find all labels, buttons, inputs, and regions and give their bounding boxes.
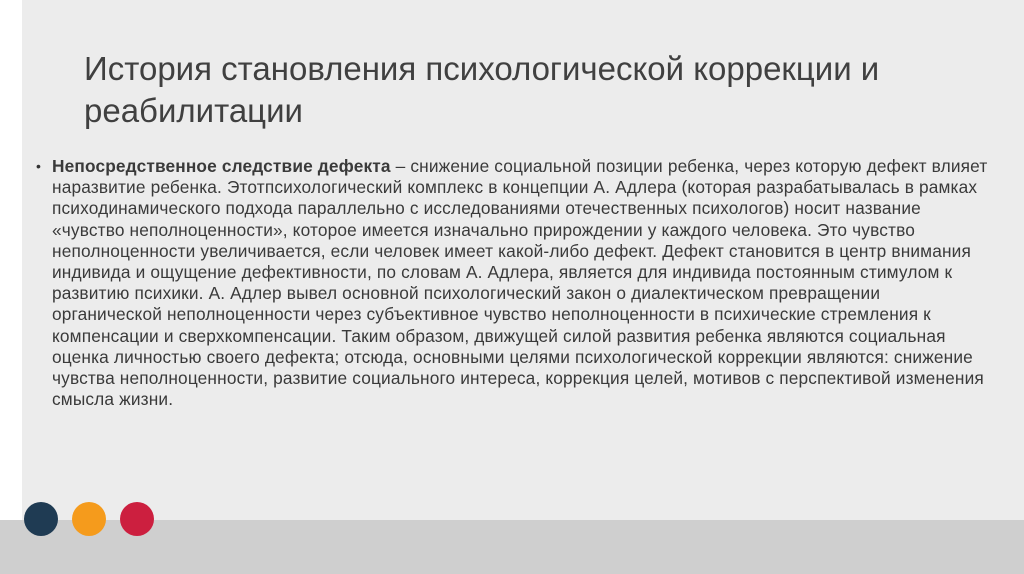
navy-dot xyxy=(24,502,58,536)
paragraph-text: – снижение социальной позиции ребенка, через которую дефект влияет наразвитие ребенка. Этотпсихологический комплекс в концепции А. Адлера (которая разрабатывалась в рамках психодинамического подхода параллельно с исследованиями отечественных психологов) носит название «чувство неполноценности», которое имеется изначально прирождении у каждого человека. Это чувство неполноценности увеличивается, если человек имеет какой-либо дефект. Дефект становится в центр внимания индивида и ощущение дефективности, по словам А. Адлера, является для индивида постоянным стимулом к развитию психики. А. Адлер вывел основной психологический закон о диалектическом превращении органической неполноценности через субъективное чувство неполноценности в психические стремления к компенсации и сверхкомпенсации. Таким образом, движущей силой развития ребенка являются социальная оценка личностью своего дефекта; отсюда, основными целями психологической коррекции являются: снижение чувства неполноценности, развитие социального интереса, коррекция целей, мотивов с перспективой изменения смысла жизни. xyxy=(52,156,988,410)
bullet-paragraph xyxy=(52,156,991,410)
bullet-list xyxy=(36,156,991,410)
bullet-marker: • xyxy=(36,158,41,174)
orange-dot xyxy=(72,502,106,536)
red-dot xyxy=(120,502,154,536)
slide-title: История становления психологической коррекции и реабилитации xyxy=(84,50,880,129)
footer-band xyxy=(0,520,1024,574)
paragraph-lead: Непосредственное следствие дефекта xyxy=(52,156,391,176)
